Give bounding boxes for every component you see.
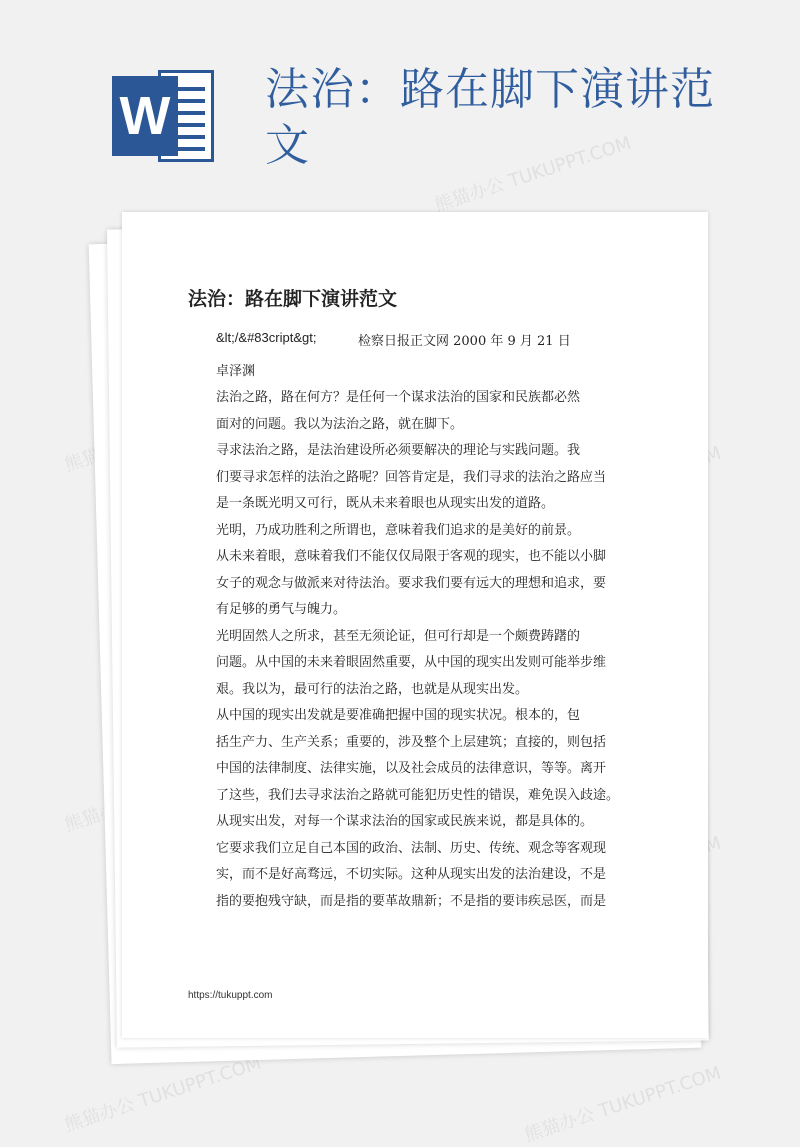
document-body bbox=[216, 385, 706, 915]
body-line: 法治之路，路在何方？是任何一个谋求法治的国家和民族都必然 bbox=[216, 390, 581, 405]
document-page bbox=[122, 212, 708, 1038]
body-line: 它要求我们立足自己本国的政治、法制、历史、传统、观念等客观现 bbox=[216, 840, 607, 856]
body-line: 指的要抱残守缺，而是指的要革故鼎新；不是指的要讳疾忌医，而是 bbox=[216, 893, 607, 909]
watermark: 熊猫办公 TUKUPPT.COM bbox=[62, 1052, 264, 1137]
word-logo-icon bbox=[112, 70, 214, 162]
body-line: 女子的观念与做派来对待法治。要求我们要有远大的理想和追求，要 bbox=[216, 575, 607, 591]
body-line: 中国的法律制度、法律实施，以及社会成员的法律意识，等等。离开 bbox=[216, 761, 607, 776]
footer-url: https://tukuppt.com bbox=[188, 990, 273, 1001]
body-line: 从现实出发，对每一个谋求法治的国家或民族来说，都是具体的。 bbox=[216, 814, 594, 829]
body-line: 寻求法治之路，是法治建设所必须要解决的理论与实践问题。我 bbox=[216, 443, 581, 458]
body-line: 括生产力、生产关系；重要的，涉及整个上层建筑；直接的，则包括 bbox=[216, 734, 607, 750]
body-line: 光明，乃成功胜利之所谓也，意味着我们追求的是美好的前景。 bbox=[216, 522, 581, 538]
body-line: 面对的问题。我以为法治之路，就在脚下。 bbox=[216, 416, 464, 432]
body-line: 艰。我以为，最可行的法治之路，也就是从现实出发。 bbox=[216, 681, 529, 697]
watermark: 熊猫办公 TUKUPPT.COM bbox=[522, 1062, 724, 1147]
body-line: 从未来着眼，意味着我们不能仅仅局限于客观的现实，也不能以小脚 bbox=[216, 549, 607, 564]
document-title: 法治：路在脚下演讲范文 bbox=[188, 288, 398, 310]
watermark: 熊猫办公 bbox=[62, 793, 138, 837]
watermark: 熊猫办公 TUKUPPT.COM bbox=[432, 132, 634, 217]
body-line: 实，而不是好高骛远，不切实际。这种从现实出发的法治建设，不是 bbox=[216, 867, 607, 882]
body-line: 了这些，我们去寻求法治之路就可能犯历史性的错误，难免误入歧途。 bbox=[216, 787, 620, 803]
source-line: 检察日报正文网 2000 年 9 月 21 日 bbox=[358, 334, 571, 349]
body-line: 从中国的现实出发就是要准确把握中国的现实状况。根本的，包 bbox=[216, 708, 581, 723]
body-line: 问题。从中国的未来着眼固然重要，从中国的现实出发则可能举步维 bbox=[216, 655, 607, 670]
author-name: 卓泽渊 bbox=[216, 364, 256, 379]
script-tag-text: &lt;/&#83cript&gt; bbox=[216, 330, 317, 345]
word-letter: W bbox=[112, 76, 178, 156]
page-title: 法治：路在脚下演讲范文 bbox=[265, 64, 715, 171]
body-line: 是一条既光明又可行，既从未来着眼也从现实出发的道路。 bbox=[216, 496, 555, 511]
body-line: 有足够的勇气与魄力。 bbox=[216, 602, 347, 617]
body-line: 光明固然人之所求，甚至无须论证，但可行却是一个颇费踌躇的 bbox=[216, 628, 581, 644]
body-line: 们要寻求怎样的法治之路呢？回答肯定是，我们寻求的法治之路应当 bbox=[216, 469, 607, 485]
